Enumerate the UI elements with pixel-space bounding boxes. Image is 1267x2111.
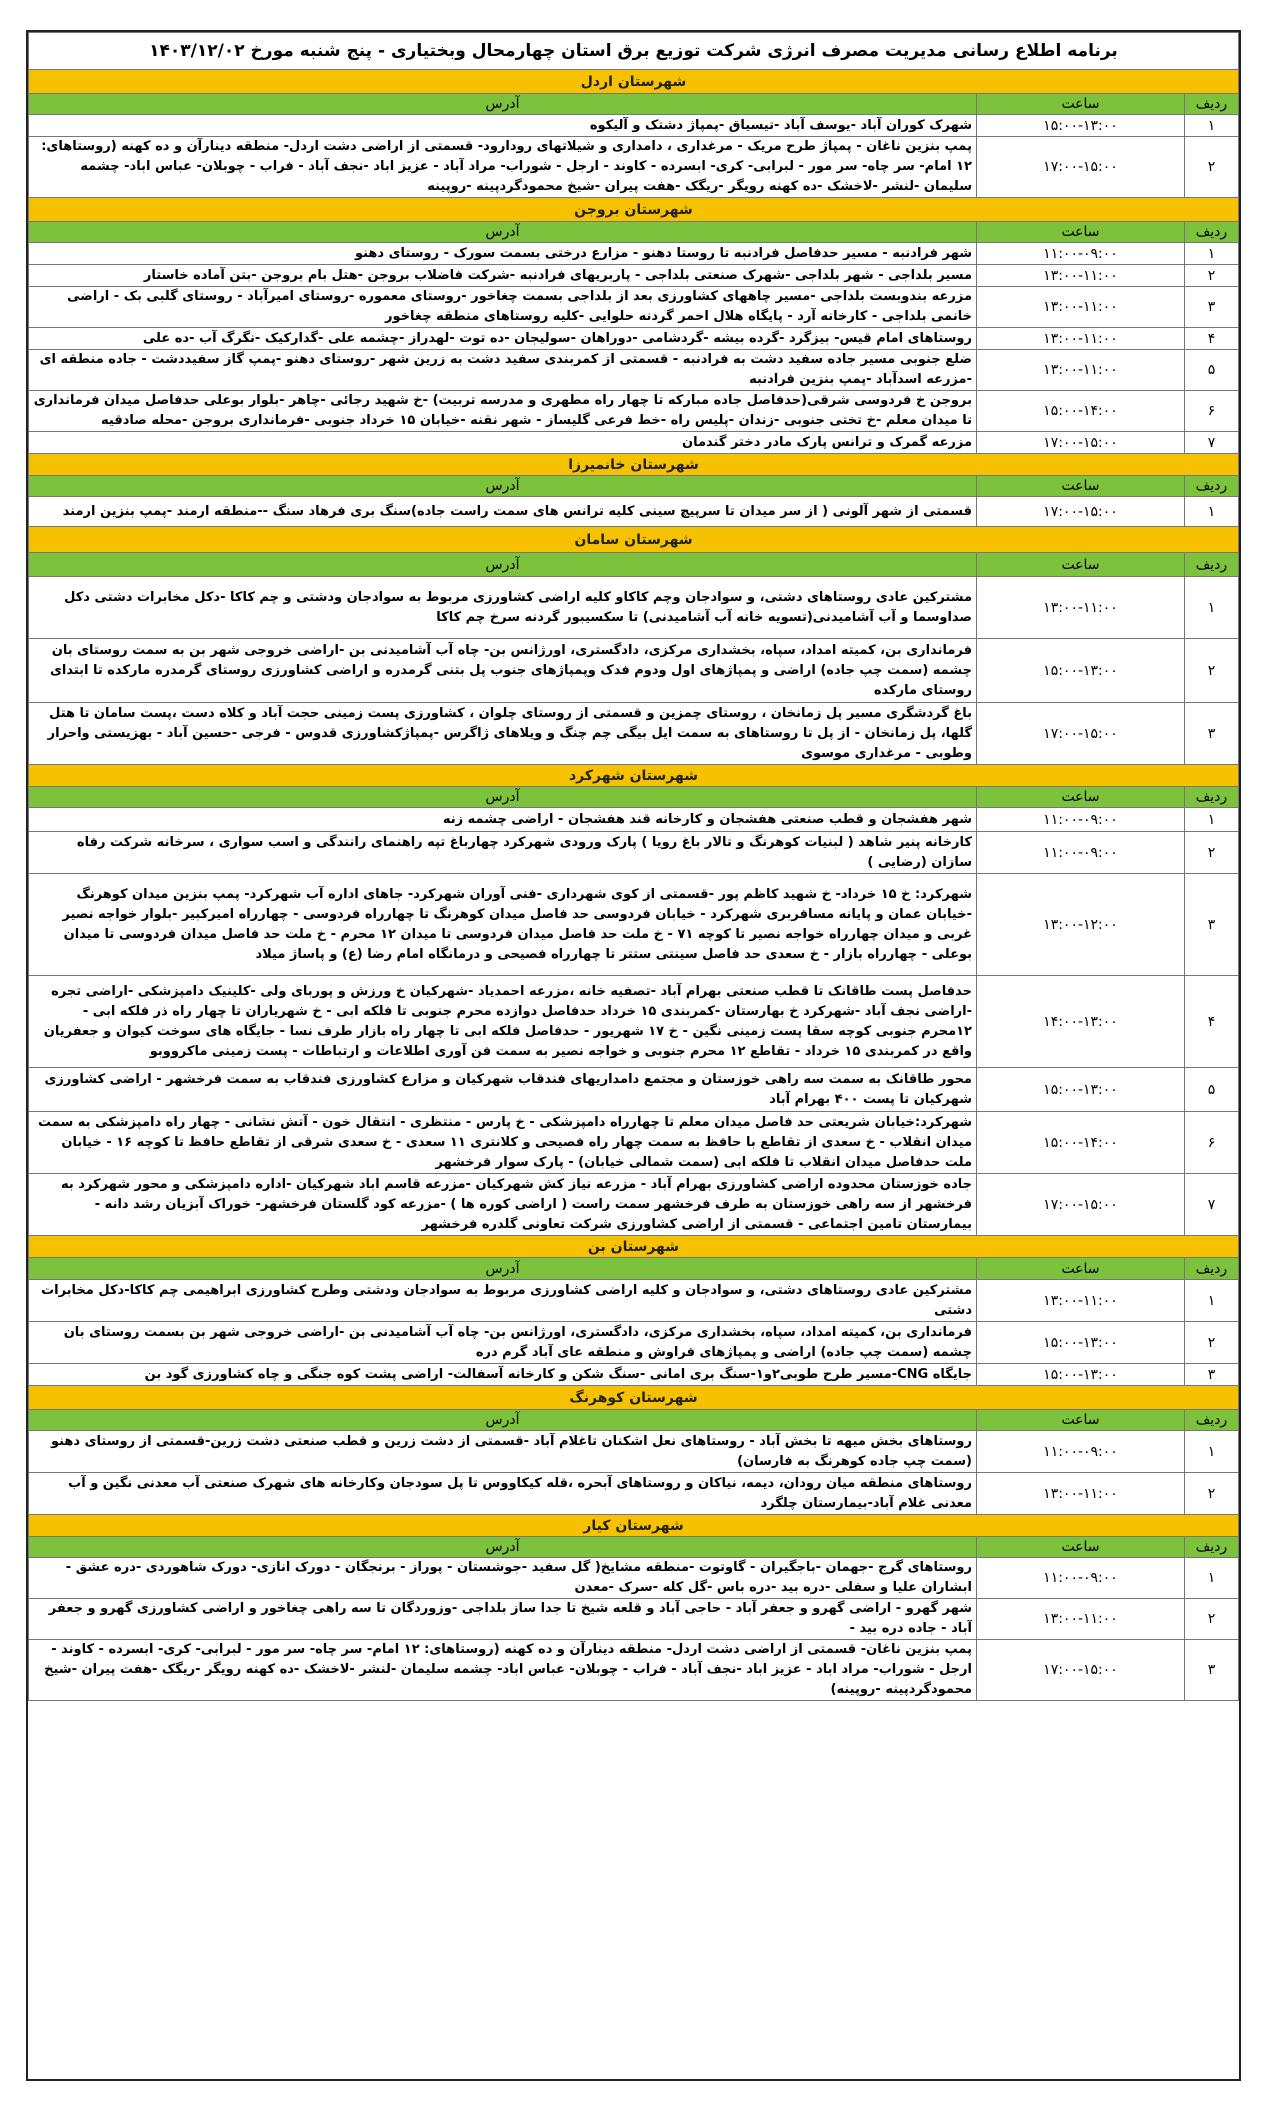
outage-time: ۱۵:۰۰-۱۳:۰۰: [977, 1364, 1185, 1386]
table-row: [29, 703, 1239, 765]
row-number: ۳: [1185, 874, 1239, 976]
table-row: [29, 137, 1239, 198]
table-row: [29, 976, 1239, 1068]
outage-schedule-table: [28, 32, 1239, 1701]
row-number: ۳: [1185, 1640, 1239, 1701]
row-number: ۷: [1185, 1174, 1239, 1236]
table-row: [29, 243, 1239, 265]
outage-address: فرمانداری بن، کمیته امداد، سپاه، بخشداری مرکزی، دادگستری، اورژانس بن- چاه آب آشامیدنی بن -اراضی خروجی شهر بن بسمت روستای بان چشمه (سمت چپ جاده) اراضی و پمپاژهای فراوش و منطقه عای آباد گرم دره: [29, 1322, 977, 1364]
header-time: ساعت: [977, 787, 1185, 808]
row-number: ۶: [1185, 391, 1239, 432]
outage-time: ۱۳:۰۰-۱۲:۰۰: [977, 874, 1185, 976]
outage-time: ۱۳:۰۰-۱۱:۰۰: [977, 1280, 1185, 1322]
column-header-row: [29, 476, 1239, 497]
outage-time: ۱۱:۰۰-۰۹:۰۰: [977, 1558, 1185, 1599]
outage-address: مسیر بلداجی - شهر بلداجی -شهرک صنعتی بلداجی - پاربریهای فرادنبه -شرکت فاضلاب بروجن -هتل بام بروجن -بتن آماده خاستار: [29, 265, 977, 287]
column-header-row: [29, 1410, 1239, 1431]
table-row: [29, 1068, 1239, 1112]
outage-address: فرمانداری بن، کمیته امداد، سپاه، بخشداری مرکزی، دادگستری، اورژانس بن- چاه آب آشامیدنی بن -اراضی خروجی شهر بن به سمت روستای بان چشمه (سمت چپ جاده) اراضی و پمپاژهای اول ودوم فدک وپمپاژهای جنوب پل بتنی گرمدره و اراضی کشاورزی روستای گرمدره مارکده تا ابتدای روستای مارکده: [29, 639, 977, 703]
outage-address: باغ گردشگری مسیر پل زمانخان ، روستای چمزین و قسمتی از روستای چلوان ، کشاورزی پست زمینی حجت آباد و کلاه دست ،پست سامان تا هتل گلها، پل زمانخان - از پل تا روستاهای به سمت ایل بیگی چم چنگ و ویلاهای ژاگرس -پمپاژکشاورزی قدوس - فرجی -حسین آباد - بهزیستی واحرار وطوبی - مرغداری موسوی: [29, 703, 977, 765]
table-row: [29, 832, 1239, 874]
outage-address: شهر گهرو - اراضی گهرو و جعفر آباد - حاجی آباد و قلعه شیخ تا جدا ساز بلداجی -وزوردگان تا سه راهی چغاخور و اراضی کشاورزی گهرو و جعفر آباد - جاده دره بید -: [29, 1599, 977, 1640]
table-row: [29, 1640, 1239, 1701]
header-time: ساعت: [977, 476, 1185, 497]
table-row: [29, 1431, 1239, 1473]
city-header-row: [29, 454, 1239, 476]
outage-time: ۱۷:۰۰-۱۵:۰۰: [977, 497, 1185, 527]
header-address: آدرس: [29, 476, 977, 497]
outage-address: پمپ بنزین ناغان- قسمتی از اراضی دشت اردل- منطقه دینارآن و ده کهنه (روستاهای: ۱۲ امام- سر چاه- سر مور - لبرابی- کری- ابسرده - کاوند - ارجل - شوراب- مراد اباد - عزیز اباد -نجف آباد - فراب - چوبلان- عباس اباد- چشمه سلیمان -لنشر -لاخشک -ده کهنه رویگر -ریگک -هفت پیران -شیخ محمودگردپینه -روپینه): [29, 1640, 977, 1701]
city-header-row: [29, 198, 1239, 222]
outage-time: ۱۱:۰۰-۰۹:۰۰: [977, 243, 1185, 265]
outage-time: ۱۵:۰۰-۱۴:۰۰: [977, 391, 1185, 432]
table-row: [29, 115, 1239, 137]
outage-time: ۱۷:۰۰-۱۵:۰۰: [977, 1640, 1185, 1701]
outage-time: ۱۱:۰۰-۰۹:۰۰: [977, 832, 1185, 874]
header-address: آدرس: [29, 222, 977, 243]
row-number: ۱: [1185, 243, 1239, 265]
outage-address: محور طاقانک به سمت سه راهی خوزستان و مجتمع دامداریهای فندقاب شهرکیان و مزارع کشاورزی فندقاب به سمت فرخشهر - اراضی کشاورزی شهرکیان تا پست ۴۰۰ بهرام آباد: [29, 1068, 977, 1112]
row-number: ۱: [1185, 808, 1239, 832]
column-header-row: [29, 1258, 1239, 1280]
outage-time: ۱۵:۰۰-۱۳:۰۰: [977, 639, 1185, 703]
table-row: [29, 1280, 1239, 1322]
column-header-row: [29, 222, 1239, 243]
header-radif: ردیف: [1185, 787, 1239, 808]
outage-time: ۱۷:۰۰-۱۵:۰۰: [977, 432, 1185, 454]
row-number: ۵: [1185, 1068, 1239, 1112]
outage-time: ۱۷:۰۰-۱۵:۰۰: [977, 703, 1185, 765]
city-name: شهرستان کیار: [29, 1515, 1239, 1537]
row-number: ۱: [1185, 1431, 1239, 1473]
table-row: [29, 639, 1239, 703]
outage-address: پمپ بنزین ناغان - پمپاژ طرح مریک - مرغداری ، دامداری و شیلاتهای رودارود- قسمتی از اراضی دشت اردل- منطقه دینارآن و ده کهنه (روستاهای: ۱۲ امام- سر چاه- سر مور - لبرابی- کری- ابسرده - کاوند - ارجل - شوراب- مراد آباد - عزیز اباد -نجف آباد - فراب - چوبلان- عباس اباد- چشمه سلیمان -لنشر -لاخشک -ده کهنه رویگر -ریگک -هفت پیران -شیخ محمودگردپینه -روپینه: [29, 137, 977, 198]
row-number: ۲: [1185, 265, 1239, 287]
outage-time: ۱۴:۰۰-۱۳:۰۰: [977, 976, 1185, 1068]
header-radif: ردیف: [1185, 1410, 1239, 1431]
table-row: [29, 432, 1239, 454]
header-time: ساعت: [977, 94, 1185, 115]
outage-address: روستاهای گرج -جهمان -باجگیران - گاوتوت -منطقه مشایخ( گل سفید -جوشستان - پوراز - برنجگان - دورک انازی- دورک شاهوردی -دره عشق - ابشاران علیا و سفلی -دره بید -دره باس -گل کله -سرک -معدن: [29, 1558, 977, 1599]
table-row: [29, 328, 1239, 350]
row-number: ۷: [1185, 432, 1239, 454]
header-radif: ردیف: [1185, 94, 1239, 115]
city-name: شهرستان کوهرنگ: [29, 1386, 1239, 1410]
header-address: آدرس: [29, 1410, 977, 1431]
table-row: [29, 350, 1239, 391]
city-header-row: [29, 527, 1239, 553]
table-row: [29, 265, 1239, 287]
row-number: ۱: [1185, 577, 1239, 639]
table-row: [29, 1112, 1239, 1174]
outage-time: ۱۳:۰۰-۱۱:۰۰: [977, 1473, 1185, 1515]
outage-address: مزرعه گمرک و ترانس پارک مادر دختر گندمان: [29, 432, 977, 454]
row-number: ۲: [1185, 639, 1239, 703]
outage-time: ۱۳:۰۰-۱۱:۰۰: [977, 1599, 1185, 1640]
city-name: شهرستان بن: [29, 1236, 1239, 1258]
table-row: [29, 1473, 1239, 1515]
table-row: [29, 497, 1239, 527]
outage-address: ضلع جنوبی مسیر جاده سفید دشت به فرادنبه - قسمتی از کمربندی سفید دشت به زرین شهر -روستای دهنو -پمپ گاز سفیددشت - جاده منطقه ای -مزرعه اسدآباد -پمپ بنزین فرادنبه: [29, 350, 977, 391]
outage-time: ۱۱:۰۰-۰۹:۰۰: [977, 1431, 1185, 1473]
header-time: ساعت: [977, 553, 1185, 577]
outage-time: ۱۳:۰۰-۱۱:۰۰: [977, 350, 1185, 391]
header-address: آدرس: [29, 94, 977, 115]
outage-time: ۱۵:۰۰-۱۳:۰۰: [977, 115, 1185, 137]
city-header-row: [29, 1236, 1239, 1258]
row-number: ۱: [1185, 115, 1239, 137]
outage-address: شهر هفشجان و قطب صنعتی هفشجان و کارخانه قند هفشجان - اراضی چشمه زنه: [29, 808, 977, 832]
outage-time: ۱۵:۰۰-۱۴:۰۰: [977, 1112, 1185, 1174]
outage-time: ۱۱:۰۰-۰۹:۰۰: [977, 808, 1185, 832]
outage-address: شهر فرادنبه - مسیر حدفاصل فرادنبه تا روستا دهنو - مزارع درختی بسمت سورک - روستای دهنو: [29, 243, 977, 265]
outage-time: ۱۵:۰۰-۱۳:۰۰: [977, 1068, 1185, 1112]
city-name: شهرستان خانمیرزا: [29, 454, 1239, 476]
outage-time: ۱۷:۰۰-۱۵:۰۰: [977, 137, 1185, 198]
outage-address: مشترکین عادی روستاهای دشتی، و سوادجان و کلیه اراضی کشاورزی مربوط به سوادجان ودشتی وطرح کشاورزی ابراهیمی چم کاکا-دکل مخابرات دشتی: [29, 1280, 977, 1322]
city-name: شهرستان بروجن: [29, 198, 1239, 222]
row-number: ۲: [1185, 832, 1239, 874]
table-row: [29, 287, 1239, 328]
city-name: شهرستان شهرکرد: [29, 765, 1239, 787]
outage-address: روستاهای منطقه میان رودان، دیمه، نیاکان و روستاهای آبحره ،قله کیکاووس تا پل سودجان وکارخانه های شهرک صنعتی آب معدنی نگین و آب معدنی غلام آباد-بیمارستان چلگرد: [29, 1473, 977, 1515]
row-number: ۲: [1185, 1322, 1239, 1364]
outage-time: ۱۵:۰۰-۱۳:۰۰: [977, 1322, 1185, 1364]
header-radif: ردیف: [1185, 476, 1239, 497]
outage-address: شهرکرد: خ ۱۵ خرداد- خ شهید کاظم پور -قسمتی از کوی شهرداری -فنی آوران شهرکرد- جاهای اداره آب شهرکرد- پمپ بنزین میدان کوهرنگ -خیابان عمان و پایانه مسافربری شهرکرد - خیابان فردوسی حد فاصل میدان کوهرنگ تا چهارراه فردوسی - چهارراه امیرکبیر -بلوار خواجه نصیر غربی و میدان چهارراه خواجه نصیر تا کوچه ۷۱ - خ ملت حد فاصل میدان فردوسی تا میدان ۱۲ محرم - خ ملت حد فاصل میدان فردوسی تا میدان بوعلی - چهارراه بازار - خ سعدی حد فاصل سینتی ستتر تا چهارراه فصیحی و درمانگاه امام رضا (ع) و پاساژ میلاد: [29, 874, 977, 976]
outage-address: بروجن خ فردوسی شرقی(حدفاصل جاده مبارکه تا چهار راه مطهری و مدرسه تربیت) -خ شهید رجائی -چاهر -بلوار بوعلی حدفاصل میدان فرمانداری تا میدان معلم -خ تختی جنوبی -زندان -پلیس راه -خط فرعی گلیساز - شهر نقنه -خیابان ۱۵ خرداد جنوبی -فرمانداری بروجن -محله صادقیه: [29, 391, 977, 432]
header-time: ساعت: [977, 1410, 1185, 1431]
outage-time: ۱۳:۰۰-۱۱:۰۰: [977, 287, 1185, 328]
outage-time: ۱۳:۰۰-۱۱:۰۰: [977, 328, 1185, 350]
table-row: [29, 1599, 1239, 1640]
city-header-row: [29, 765, 1239, 787]
city-header-row: [29, 1386, 1239, 1410]
column-header-row: [29, 94, 1239, 115]
outage-time: ۱۳:۰۰-۱۱:۰۰: [977, 265, 1185, 287]
outage-address: روستاهای بخش میهه تا بخش آباد - روستاهای نعل اشکنان تاغلام آباد -قسمتی از دشت زرین و قطب صنعتی دشت زرین-قسمتی از روستای دهنو (سمت چپ جاده کوهرنگ به فارسان): [29, 1431, 977, 1473]
outage-time: ۱۳:۰۰-۱۱:۰۰: [977, 577, 1185, 639]
column-header-row: [29, 1537, 1239, 1558]
row-number: ۴: [1185, 328, 1239, 350]
city-header-row: [29, 70, 1239, 94]
table-row: [29, 577, 1239, 639]
row-number: ۳: [1185, 287, 1239, 328]
outage-address: حدفاصل پست طاقانک تا قطب صنعتی بهرام آباد -تصفیه خانه ،مزرعه احمدیاد -شهرکیان خ ورزش و پوربای ولی -کلینیک دامپزشکی -اراضی تجره -اراضی نجف آباد -شهرکرد خ بهارستان -کمربندی ۱۵ خرداد حدفاصل دوازده محرم جنوبی تا فلکه ابی - خ شهریاران تا چهار راه ذر فلکه ابی - ۱۲محرم جنوبی کوچه سقا پست زمینی نگین - خ ۱۷ شهریور - حدفاصل فلکه ابی تا چهار راه بازار طرف نسا - جایگاه های سوخت کیوان و جعفریان واقع در کمربندی ۱۵ خرداد - تقاطع ۱۲ محرم جنوبی و خواجه نصیر به سمت فن آوری اطلاعات و ارتباطات - پست زمینی ماکرووبو: [29, 976, 977, 1068]
outage-address: جایگاه CNG-مسیر طرح طوبی۲و۱-سنگ بری امانی -سنگ شکن و کارخانه آسفالت- اراضی پشت کوه جنگی و چاه کشاورزی گود بن: [29, 1364, 977, 1386]
table-row: [29, 1322, 1239, 1364]
outage-address: شهرکرد:خیابان شریعتی حد فاصل میدان معلم تا چهارراه دامپزشکی - خ پارس - منتظری - انتقال خون - آتش نشانی - چهار راه دامپزشکی به سمت میدان انقلاب - خ سعدی از تقاطع با حافظ به سمت چهار راه فصیحی و کلانتری ۱۱ سعدی - خ سعدی شرقی از تقاطع حافظ تا کوچه ۱۶ - خیابان ملت حدفاصل میدان انقلاب تا فلکه ابی (سمت شمالی خیابان) - پارک سوار فرخشهر: [29, 1112, 977, 1174]
header-radif: ردیف: [1185, 553, 1239, 577]
city-name: شهرستان اردل: [29, 70, 1239, 94]
column-header-row: [29, 787, 1239, 808]
table-row: [29, 808, 1239, 832]
header-address: آدرس: [29, 1258, 977, 1280]
row-number: ۵: [1185, 350, 1239, 391]
row-number: ۶: [1185, 1112, 1239, 1174]
city-header-row: [29, 1515, 1239, 1537]
title-row: [29, 33, 1239, 70]
header-time: ساعت: [977, 1258, 1185, 1280]
row-number: ۲: [1185, 1599, 1239, 1640]
outage-address: شهرک کوران آباد -یوسف آباد -تیسیاق -پمپاژ دشتک و آلیکوه: [29, 115, 977, 137]
header-address: آدرس: [29, 553, 977, 577]
column-header-row: [29, 553, 1239, 577]
row-number: ۱: [1185, 1558, 1239, 1599]
header-radif: ردیف: [1185, 1537, 1239, 1558]
header-radif: ردیف: [1185, 222, 1239, 243]
outage-address: مشترکین عادی روستاهای دشتی، و سوادجان وچم کاکاو کلیه اراضی کشاورزی مربوط به سوادجان ودشتی و چم کاکا -دکل مخابرات دشتی دکل صداوسما و آب آشامیدنی(تسویه خانه آب آشامیدنی) تا سکسیبور گردنه سرخ چم کاکا: [29, 577, 977, 639]
table-row: [29, 1174, 1239, 1236]
outage-time: ۱۷:۰۰-۱۵:۰۰: [977, 1174, 1185, 1236]
outage-address: جاده خوزستان محدوده اراضی کشاورزی بهرام آباد - مزرعه نیاز کش شهرکیان -مزرعه قاسم اباد شهرکیان -اداره دامپزشکی و محور شهرکرد به فرخشهر از سه راهی خوزستان به طرف فرخشهر سمت راست ( اراضی کوره ها ) -مزرعه کود گلستان فرخشهر- خوراک آبزیان رشد دانه - بیمارستان تامین اجتماعی - قسمتی از اراضی کشاورزی شرکت تعاونی گلدره فرخشهر: [29, 1174, 977, 1236]
table-row: [29, 391, 1239, 432]
row-number: ۴: [1185, 976, 1239, 1068]
header-radif: ردیف: [1185, 1258, 1239, 1280]
header-address: آدرس: [29, 1537, 977, 1558]
outage-address: مزرعه بندوبست بلداجی -مسیر چاههای کشاورزی بعد از بلداجی بسمت چغاخور -روستای معموره -روستای امیرآباد - روستای گلبی بک - اراضی خانمی بلداجی - کارخانه آرد - پایگاه هلال احمر گردنه حلوایی -کلیه روستاهای منطقه چغاخور: [29, 287, 977, 328]
row-number: ۲: [1185, 1473, 1239, 1515]
row-number: ۳: [1185, 703, 1239, 765]
table-row: [29, 1364, 1239, 1386]
outage-address: قسمتی از شهر آلونی ( از سر میدان تا سرپیچ سینی کلیه ترانس های سمت راست جاده)سنگ بری فرهاد سنگ --منطقه ارمند -پمپ بنزین ارمند: [29, 497, 977, 527]
outage-address: کارخانه پنیر شاهد ( لبنیات کوهرنگ و تالار باغ رویا ) پارک ورودی شهرکرد چهارباغ تپه راهنمای رانندگی و اسب سواری ، سرخانه شرکت رفاه سازان (رضایی ): [29, 832, 977, 874]
outage-address: روستاهای امام قیس- بیزگرد -گرده بیشه -گردشامی -دوراهان -سولیجان -ده توت -لهدراز -چشمه علی -گدارکیک -نگرگ آب -ده علی: [29, 328, 977, 350]
row-number: ۱: [1185, 1280, 1239, 1322]
city-name: شهرستان سامان: [29, 527, 1239, 553]
header-time: ساعت: [977, 1537, 1185, 1558]
header-address: آدرس: [29, 787, 977, 808]
row-number: ۳: [1185, 1364, 1239, 1386]
row-number: ۱: [1185, 497, 1239, 527]
page-title: برنامه اطلاع رسانی مدیریت مصرف انرژی شرکت توزیع برق استان چهارمحال وبختیاری - پنج شنبه مورخ ۱۴۰۳/۱۲/۰۲: [29, 33, 1239, 70]
header-time: ساعت: [977, 222, 1185, 243]
table-row: [29, 874, 1239, 976]
table-row: [29, 1558, 1239, 1599]
row-number: ۲: [1185, 137, 1239, 198]
document-frame: [26, 30, 1241, 2081]
